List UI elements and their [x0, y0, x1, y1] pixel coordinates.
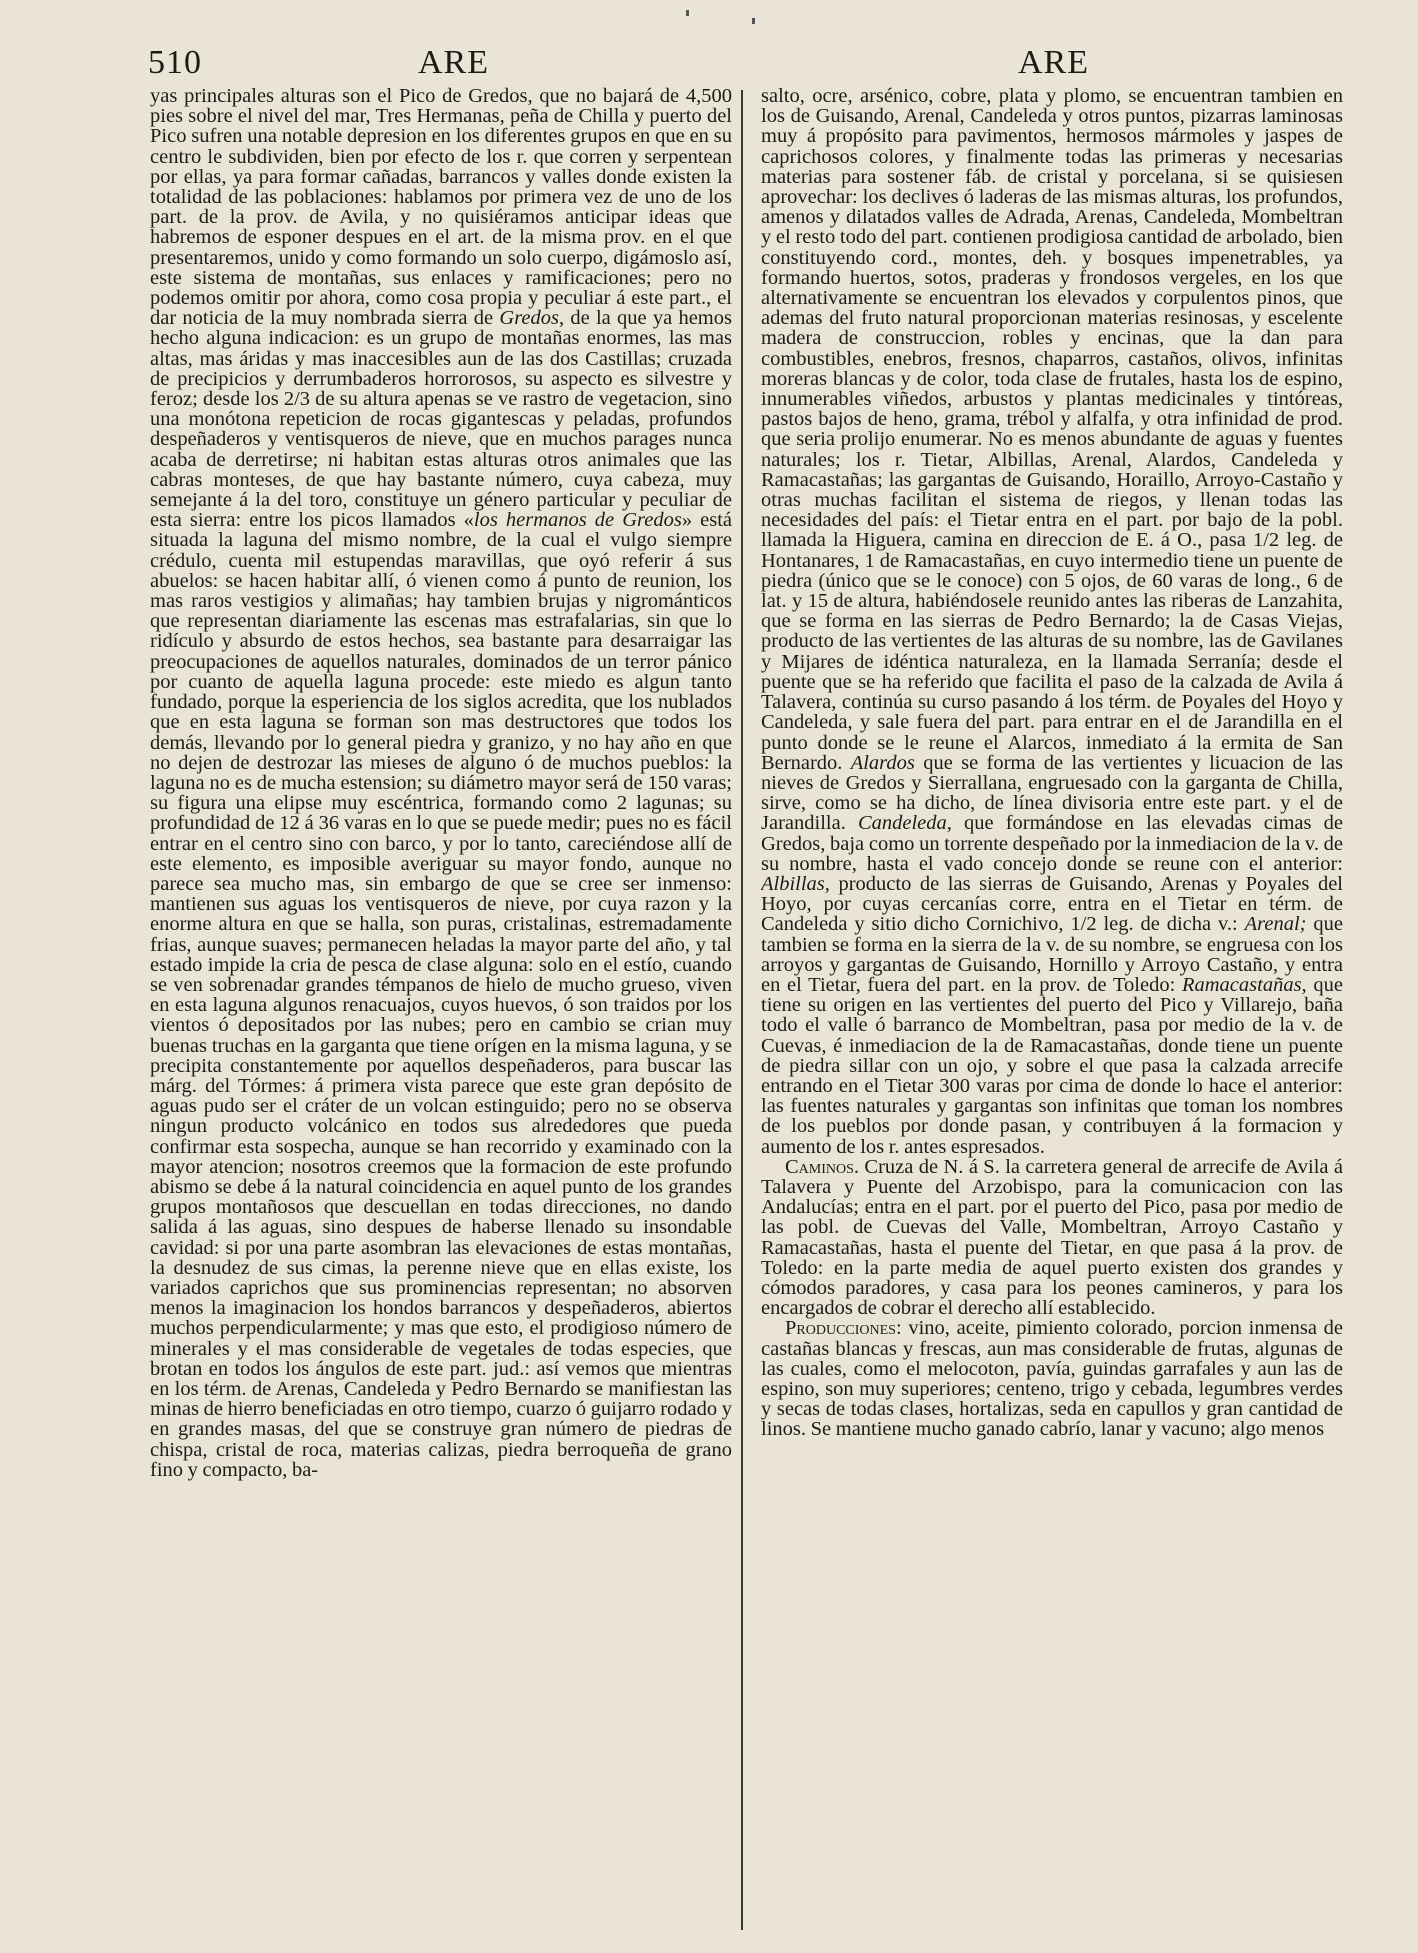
text-run: salto, ocre, arsénico, cobre, plata y plomo, se encuentran tambien en los de Guisando, Arenal, Candeleda y otros puntos, pizarras laminosas muy á propósito para pavimentos, hermosos mármoles y jaspes de caprichosos colores, y finalmente todas las primeras y necesarias materias para sostener fáb. de cristal y porcelana, si se quisiesen aprovechar: los declives ó laderas de las mismas alturas, los profundos, amenos y dilatados valles de Adrada, Arenas, Candeleda, Mombeltran y el resto todo del part. contienen prodigiosa cantidad de arbolado, bien constituyendo cord., montes, deh. y bosques impenetrables, ya formando huertos, sotos, praderas y frondosos vergeles, en los que alternativamente se encuentran los elevados y corpulentos pinos, que ademas del fruto natural proporcionan materias resinosas, y escelente madera de construccion, robles y encinas, que la dan para combustibles, enebros, fresnos, chaparros, castaños, olivos, infinitas moreras blancas y de color, toda clase de frutales, hasta los de espino, innumerables viñedos, arbustos y plantas medicinales y tintóreas, pastos bajos de heno, grama, trébol y alfalfa, y otra infinidad de prod. que seria prolijo enumerar. No es menos abundante de aguas y fuentes naturales; los r. Tietar, Albillas, Arenal, Alardos, Candeleda y Ramacastañas; las gargantas de Guisando, Horaillo, Arroyo-Castaño y otras muchas facilitan el sistema de riegos, y llenan todas las necesidades del país: el Tietar entra en el part. por bajo de la pobl. llamada la Higuera, camina en direccion de E. á O., pasa 1/2 leg. de Hontanares, 1 de Ramacastañas, en cuyo intermedio tiene un puente de piedra (único que se le conoce) con 5 ojos, de 60 varas de long., 6 de lat. y 15 de altura, habiéndosele reunido antes las riberas de Lanzahita, que se forma en las sierras de Pedro Bernardo; la de Casas Viejas, producto de las vertientes de las alturas de su nombre, las de Gavilanes y Mijares de idéntica naturaleza, en la llamada Serranía; desde el puente que se ha referido que facilita el paso de la calzada de Avila á Talavera, continúa su curso pasando á los térm. de Poyales del Hoyo y Candeleda, y sale fuera del part. para entrar en el de Jarandilla en el punto donde se le reune el Alarcos, inmediato á la ermita de San Bernardo.: [761, 86, 1343, 774]
text-run: que tambien se forma en la sierra de la v. de su nombre, se engruesa con los arroyos y gargantas de Guisando, Hornillo y Arroyo Castaño, y entra en el Tietar, fuera del part. en la prov. de Toledo:: [761, 913, 1343, 996]
italic-term: Candeleda,: [857, 812, 952, 835]
italic-term: Ramacastañas,: [1181, 973, 1307, 996]
text-run: , de la que ya hemos hecho alguna indicacion: es un grupo de montañas enormes, las mas altas, mas áridas y mas inaccesibles aun de las dos Castillas; cruzada de precipicios y derrumbaderos horrorosos, su aspecto es silvestre y feroz; desde los 2/3 de su altura apenas se ve rastro de vegetacion, sino una monótona repeticion de rocas gigantescas y peladas, profundos despeñaderos y ventisqueros de nieve, que en muchos parages nunca acaba de derretirse; ni habitan estas alturas otros animales que las cabras monteses, de que hay bastante número, cuya cabeza, muy semejante á la del toro, constituye un género particular y peculiar de esta sierra: entre los picos llamados «: [150, 307, 732, 532]
right-paragraph-rivers: [761, 86, 1343, 1157]
right-paragraph-producciones: [761, 1318, 1343, 1439]
text-run: que se forma de las vertientes y licuacion de las nieves de Gredos y Sierrallana, engruesado con la garganta de Chilla, sirve, como se ha dicho, de línea divisoria entre este part. y el de Jarandilla.: [761, 751, 1343, 835]
italic-term: Alardos: [850, 751, 915, 774]
left-column: [150, 86, 732, 1931]
text-run: vino, aceite, pimiento colorado, porcion inmensa de castañas blancas y frescas, aun mas considerable de frutas, algunas de las cuales, como el melocoton, pavía, guindas garrafales y aun las de espino, son muy superiores; centeno, trigo y cebada, legumbres verdes y secas de todas clases, hortalizas, seda en capullos y gran cantidad de linos. Se mantiene mucho ganado cabrío, lanar y vacuno; algo menos: [761, 1317, 1343, 1441]
text-run: Cruza de N. á S. la carretera general de arrecife de Avila á Talavera y Puente del Arzobispo, para la comunicacion con las Andalucías; entra en el part. por el puerto del Pico, pasa por medio de las pobl. de Cuevas del Valle, Mombeltran, Arroyo Castaño y Ramacastañas, hasta el puente del Tietar, en que pasa á la prov. de Toledo: en la parte media de aquel puerto existen dos grandes y cómodos paradores, y casa para los peones camineros, y para los encargados de cobrar el derecho allí establecido.: [761, 1155, 1343, 1320]
text-run: producto de las sierras de Guisando, Arenas y Poyales del Hoyo, por cuyas cercanías corre, entra en el Tietar en térm. de Candeleda y sitio dicho Cornichivo, 1/2 leg. de dicha v.:: [761, 872, 1343, 936]
text-run: que tiene su origen en las vertientes del puerto del Pico y Villarejo, baña todo el valle ó barranco de Mombeltran, pasa por medio de la v. de Cuevas, é inmediacion de la de Ramacastañas, donde tiene un puente de piedra sillar con un ojo, y sobre el que pasa la calzada arrecife entrando en el Tietar 300 varas por cima de donde lo hace el anterior: las fuentes naturales y gargantas son infinitas que toman los nombres de los pueblos por donde pasan, y contribuyen á la formacion y aumento de los r. antes espresados.: [761, 973, 1343, 1158]
section-heading-producciones: Producciones:: [785, 1317, 902, 1340]
italic-term: los hermanos de Gredos: [473, 509, 682, 532]
print-speck: [752, 18, 755, 24]
running-head-right: ARE: [1018, 44, 1089, 81]
right-paragraph-caminos: [761, 1157, 1343, 1319]
section-heading-caminos: Caminos.: [785, 1155, 860, 1178]
italic-term: Albillas,: [761, 872, 830, 895]
running-head-left: ARE: [418, 44, 489, 81]
italic-term: Arenal;: [1244, 913, 1307, 936]
left-paragraph: [150, 86, 732, 1480]
text-run: » está situada la laguna del mismo nombre, de la cual el vulgo siempre crédulo, cuenta mil estupendas maravillas, que oyó referir á sus abuelos: se hacen habitar allí, ó vienen como á punto de reunion, los mas raros vestigios y alimañas; hay tambien brujas y nigrománticos que representan diariamente las escenas mas estrafalarias, sin que lo ridículo y absurdo de estos hechos, sea bastante para desarraigar las preocupaciones de aquellos naturales, dominados de un terror pánico por cuanto de aquella laguna procede: este miedo es algun tanto fundado, porque la esperiencia de los siglos acredita, que los nublados que en esta laguna se forman son mas destructores que todos los demás, llevando por lo general piedra y granizo, y no hay año en que no dejen de destrozar las mieses de alguno ó de muchos pueblos: la laguna no es de mucha estension; su diámetro mayor será de 150 varas; su figura una elipse muy escéntrica, formando como 2 lagunas; su profundidad de 12 á 36 varas en lo que se puede medir; pues no es fácil entrar en el centro sino con barco, y por lo tanto, careciéndose allí de este elemento, es imposible averiguar su mayor fondo, aunque no parece sea mucho mas, sin embargo de que se cree ser inmenso: mantienen sus aguas los ventisqueros de nieve, por cuya razon y la enorme altura en que se halla, son puras, cristalinas, estremadamente frias, aunque suaves; permanecen heladas la mayor parte del año, y tal estado impide la cria de pesca de clase alguna: solo en el estío, cuando se ven sobrenadar grandes témpanos de hielo de mucho grueso, viven en esta laguna algunos renacuajos, cuyos huevos, ó son traidos por los vientos ó depositados por las nubes; pero en cambio se crian muy buenas truchas en la garganta que tiene orígen en la misma laguna, y se precipita constantemente por aquellos despeñaderos, para buscar las márg. del Tórmes: á primera vista parece que este gran depósito de aguas pudo ser el cráter de un volcan estinguido; pero no se observa ningun producto volcánico en todos sus alrededores que pueda confirmar esta sospecha, aunque se han recorrido y examinado con la mayor atencion; nosotros creemos que la formacion de este profundo abismo se debe á la natural coincidencia en aquel punto de los grandes grupos montañosos que descuellan en todas direcciones, no dando salida á las aguas, sino despues de haberse llenado su insondable cavidad: si por una parte asombran las elevaciones de estas montañas, la desnudez de sus cimas, la perenne nieve que en ellas existe, los variados caprichos que sus prominencias representan; no absorven menos la imaginacion los hondos barrancos y despeñaderos, abiertos muchos perpendicularmente; y mas que esto, el prodigioso número de minerales y el mas considerable de vegetales de todas especies, que brotan en todos los ángulos de este part. jud.: así vemos que mientras en los térm. de Arenas, Candeleda y Pedro Bernardo se manifiestan las minas de hierro beneficiadas en otro tiempo, cuarzo ó guijarro rodado y en grandes masas, del que se construye gran número de piedras de chispa, cristal de roca, materias calizas, piedra berroqueña de grano fino y compacto, ba-: [150, 509, 732, 1481]
italic-term: Gredos: [499, 307, 559, 330]
text-run: yas principales alturas son el Pico de Gredos, que no bajará de 4,500 pies sobre el nivel del mar, Tres Hermanas, peña de Chilla y puerto del Pico sufren una notable depresion en los diferentes grupos en que en su centro le subdividen, bien por efecto de los r. que corren y serpentean por ellas, ya para formar cañadas, barrancos y valles donde existen la totalidad de las poblaciones: hablamos por primera vez de uno de los part. de la prov. de Avila, y no quisiéramos anticipar ideas que habremos de esponer despues en el art. de la misma prov. en el que presentaremos, unido y como formando un solo cuerpo, digámoslo así, este sistema de montañas, sus enlaces y ramificaciones; pero no podemos omitir por ahora, como cosa propia y peculiar á este part., el dar noticia de la muy nombrada sierra de: [150, 86, 732, 330]
page-header: [148, 44, 1344, 88]
page-number: 510: [148, 44, 202, 81]
column-divider: [741, 90, 743, 1930]
print-speck: [686, 10, 689, 16]
right-column: [761, 86, 1343, 1931]
text-run: que formándose en las elevadas cimas de Gredos, baja como un torrente despeñado por la inmediacion de la v. de su nombre, hasta el vado concejo donde se reune con el anterior:: [761, 812, 1343, 875]
